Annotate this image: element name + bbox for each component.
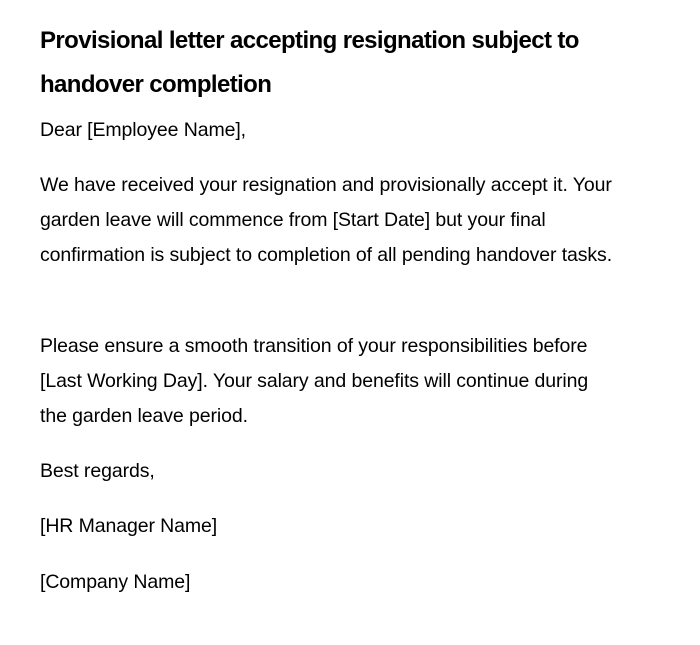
letter-document [40, 19, 660, 107]
letter-title: Provisional letter accepting resignation subject to handover completion [40, 27, 579, 98]
closing: Best regards, [40, 460, 155, 482]
signature-company: [Company Name] [40, 571, 191, 593]
body-paragraph-1: We have received your resignation and provisionally accept it. Your garden leave will commence from [Start Date] but your final confirmation is subject to completion of all pending handover tasks. [40, 174, 613, 266]
body-paragraph-2: Please ensure a smooth transition of your responsibilities before [Last Working Day]. Your salary and benefits will continue during the garden leave period. [40, 335, 589, 427]
signature-name: [HR Manager Name] [40, 515, 218, 537]
salutation: Dear [Employee Name], [40, 119, 246, 141]
